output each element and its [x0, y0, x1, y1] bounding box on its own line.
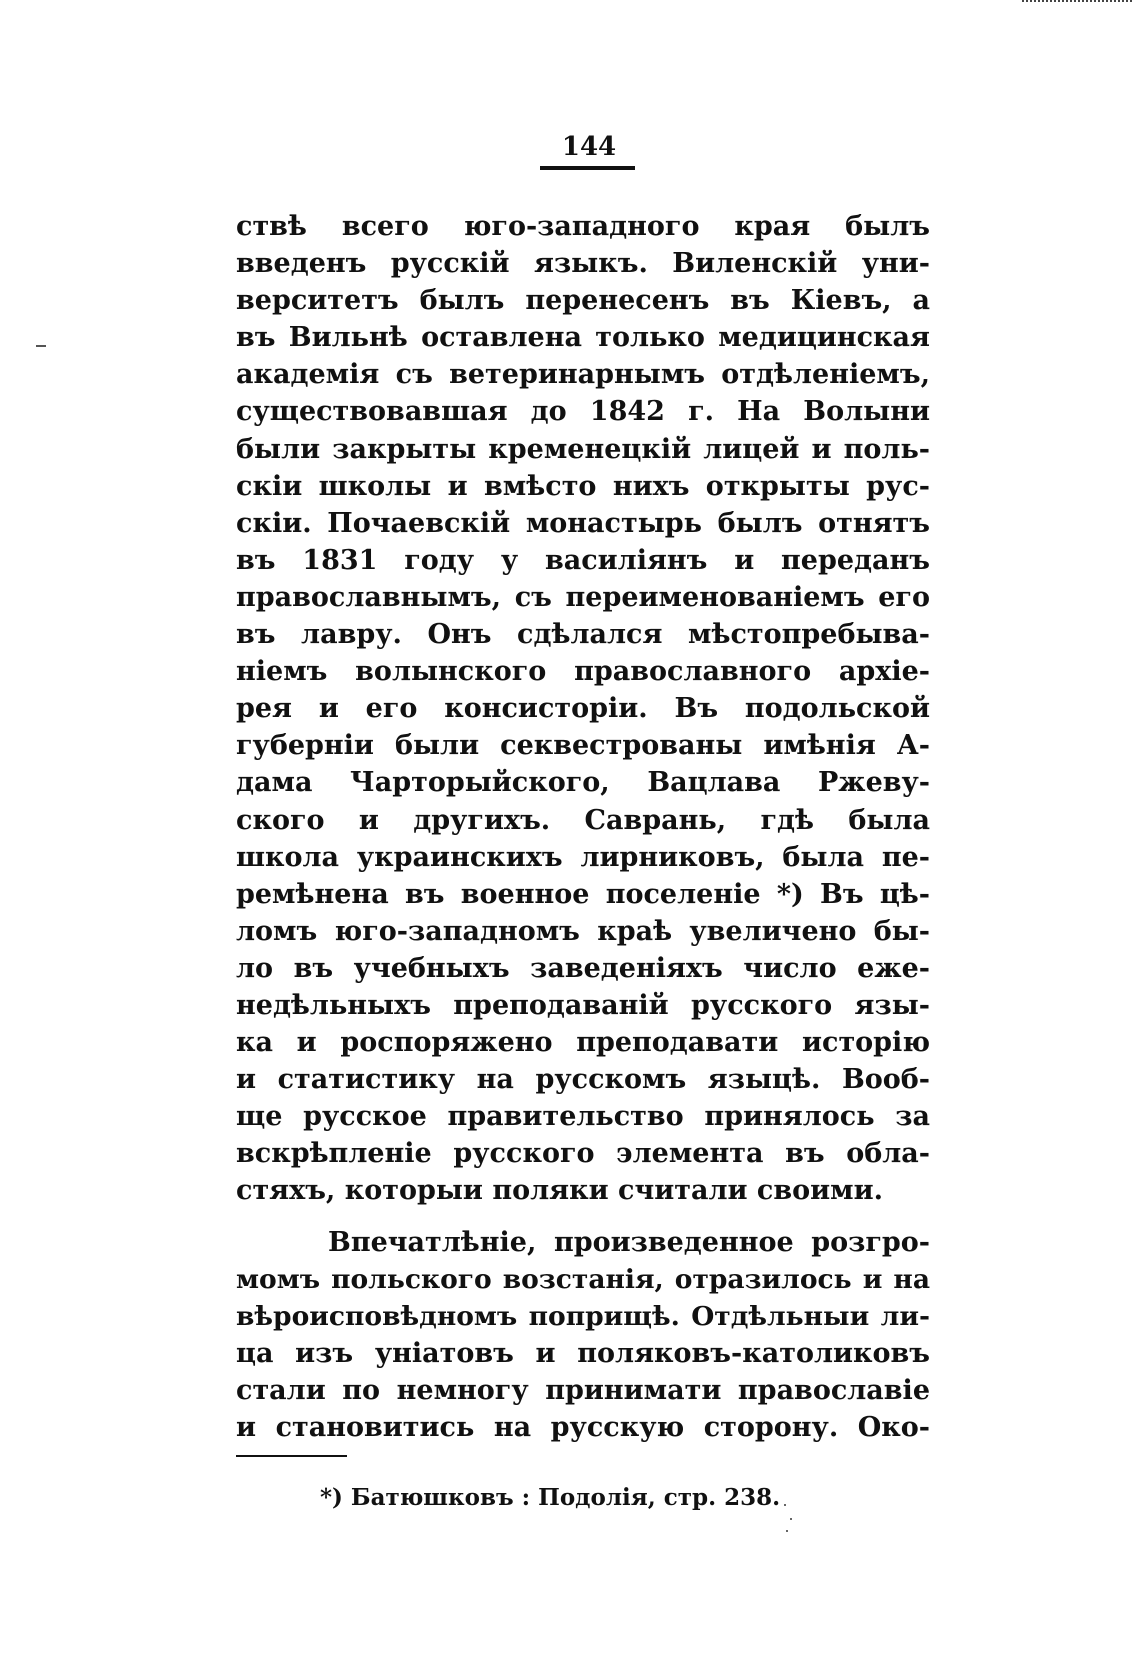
text-line: ского и другихъ. Саврань, гдѣ была: [236, 804, 930, 836]
text-line: губерніи были секвестрованы имѣнія А-: [236, 730, 930, 762]
scan-artifact-corner: [1022, 0, 1132, 10]
text-line: школа украинскихъ лирниковъ, была пе-: [236, 841, 930, 873]
text-line: ніемъ волынского православного архіе-: [236, 656, 930, 688]
text-line: православнымъ, съ переименованіемъ его: [236, 581, 930, 613]
text-line: верситетъ былъ перенесенъ въ Кіевъ, а: [236, 285, 930, 317]
text-line: дама Чарторыйского, Вацлава Ржеву-: [236, 767, 930, 799]
text-line: ка и роспоряжено преподавати исторію: [236, 1027, 930, 1059]
text-line: и становитись на русскую сторону. Око-: [236, 1412, 930, 1443]
footnote-separator: [236, 1455, 347, 1457]
text-line: были закрыты кременецкій лицей и поль-: [236, 433, 930, 465]
text-line: скіи. Почаевскій монастырь былъ отнятъ: [236, 507, 930, 539]
text-line: ломъ юго-западномъ краѣ увеличено бы-: [236, 915, 930, 947]
text-line: введенъ русскій языкъ. Виленскій уни-: [236, 248, 930, 280]
text-line: Впечатлѣніе, произведенное розгро-: [328, 1226, 930, 1258]
page-number: 144: [561, 132, 617, 162]
text-line: рея и его консисторіи. Въ подольской: [236, 693, 930, 725]
text-line: въ 1831 году у василіянъ и переданъ: [236, 544, 930, 576]
text-line: вскрѣпленіе русского элемента въ обла-: [236, 1138, 930, 1170]
page-number-underline: [540, 166, 635, 170]
text-line: существовавшая до 1842 г. На Волыни: [236, 396, 930, 428]
text-line: ло въ учебныхъ заведеніяхъ число еже-: [236, 952, 930, 984]
text-line: ще русское правительство принялось за: [236, 1101, 930, 1133]
text-line: въ Вильнѣ оставлена только медицинская: [236, 322, 930, 354]
text-line: стяхъ, которыи поляки считали своими.: [236, 1175, 884, 1207]
paragraph-2: [236, 1224, 930, 1447]
text-line: академія съ ветеринарнымъ отдѣленіемъ,: [236, 359, 930, 391]
paragraph-1: [236, 208, 930, 1210]
footnote: *) Батюшковъ : Подолія, стр. 238.: [320, 1484, 781, 1511]
text-line: скіи школы и вмѣсто нихъ открыты рус-: [236, 470, 930, 502]
text-line: ствѣ всего юго-западного края былъ: [236, 211, 930, 242]
text-line: и статистику на русскомъ языцѣ. Вооб-: [236, 1064, 930, 1096]
text-line: вѣроисповѣдномъ поприщѣ. Отдѣльныи ли-: [236, 1300, 930, 1332]
scan-artifact-specks: [780, 1500, 800, 1540]
scan-artifact-tick: [36, 345, 46, 347]
text-line: ца изъ уніатовъ и поляковъ-католиковъ: [236, 1337, 930, 1369]
text-line: момъ польского возстанія, отразилось и на: [236, 1263, 930, 1295]
text-line: недѣльныхъ преподаваній русского язы-: [236, 989, 930, 1021]
text-line: стали по немногу принимати православіе: [236, 1374, 930, 1406]
body-text: [236, 208, 930, 1446]
text-line: въ лавру. Онъ сдѣлался мѣстопребыва-: [236, 619, 930, 651]
text-line: ремѣнена въ военное поселеніе *) Въ цѣ-: [236, 878, 930, 910]
